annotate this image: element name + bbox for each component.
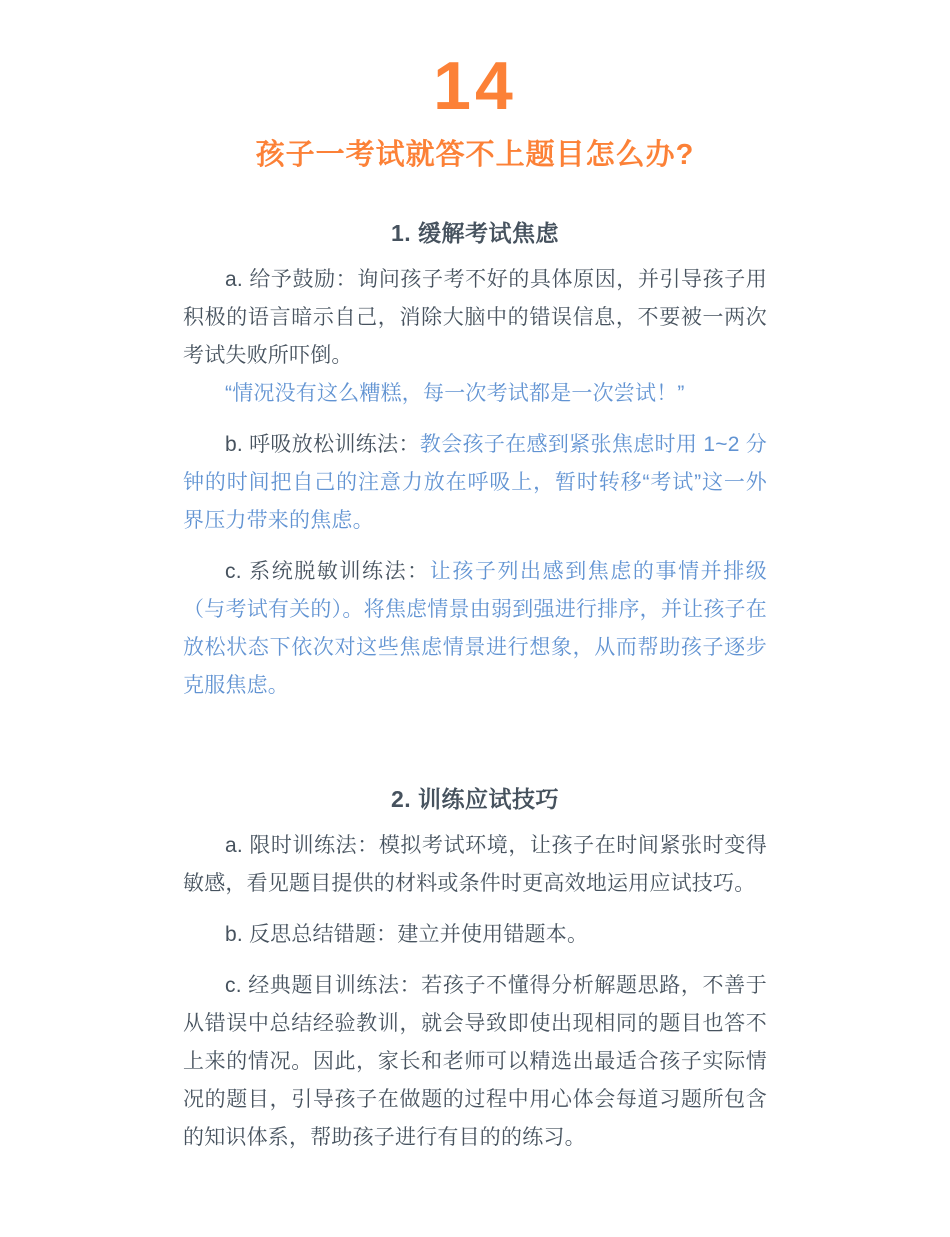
paragraph xyxy=(183,261,767,375)
text-segment: a. 给予鼓励：询问孩子考不好的具体原因，并引导孩子用积极的语言暗示自己，消除大脑中的错误信息，不要被一两次考试失败所吓倒。 xyxy=(183,268,767,367)
text-segment: b. 呼吸放松训练法： xyxy=(225,433,420,456)
text-segment: a. 限时训练法：模拟考试环境，让孩子在时间紧张时变得敏感，看见题目提供的材料或条件时更高效地运用应试技巧。 xyxy=(183,834,767,895)
paragraph xyxy=(183,553,767,705)
paragraph xyxy=(183,967,767,1157)
paragraph xyxy=(183,916,767,954)
text-segment: “情况没有这么糟糕，每一次考试都是一次尝试！” xyxy=(225,382,685,405)
text-segment: c. 经典题目训练法：若孩子不懂得分析解题思路，不善于从错误中总结经验教训，就会导致即使出现相同的题目也答不上来的情况。因此，家长和老师可以精选出最适合孩子实际情况的题目，引导孩子在做题的过程中用心体会每道习题所包含的知识体系，帮助孩子进行有目的的练习。 xyxy=(183,974,767,1149)
section-heading: 1. 缓解考试焦虑 xyxy=(390,220,560,246)
page-title: 孩子一考试就答不上题目怎么办? xyxy=(255,139,695,171)
text-segment: c. 系统脱敏训练法： xyxy=(225,560,430,583)
paragraph xyxy=(183,827,767,903)
paragraph xyxy=(183,426,767,540)
lesson-number: 14 xyxy=(433,48,517,124)
quote-paragraph xyxy=(183,375,767,413)
text-segment: 让孩子列出感到焦虑的事情并排级（与考试有关的）。将焦虑情景由弱到强进行排序，并让孩子在放松状态下依次对这些焦虑情景进行想象，从而帮助孩子逐步克服焦虑。 xyxy=(183,560,767,697)
section-heading: 2. 训练应试技巧 xyxy=(390,786,560,812)
text-segment: b. 反思总结错题：建立并使用错题本。 xyxy=(225,923,589,946)
text-segment: 教会孩子在感到紧张焦虑时用 1~2 分钟的时间把自己的注意力放在呼吸上，暂时转移“考试”这一外界压力带来的焦虑。 xyxy=(183,433,767,532)
document-content xyxy=(183,215,767,1157)
